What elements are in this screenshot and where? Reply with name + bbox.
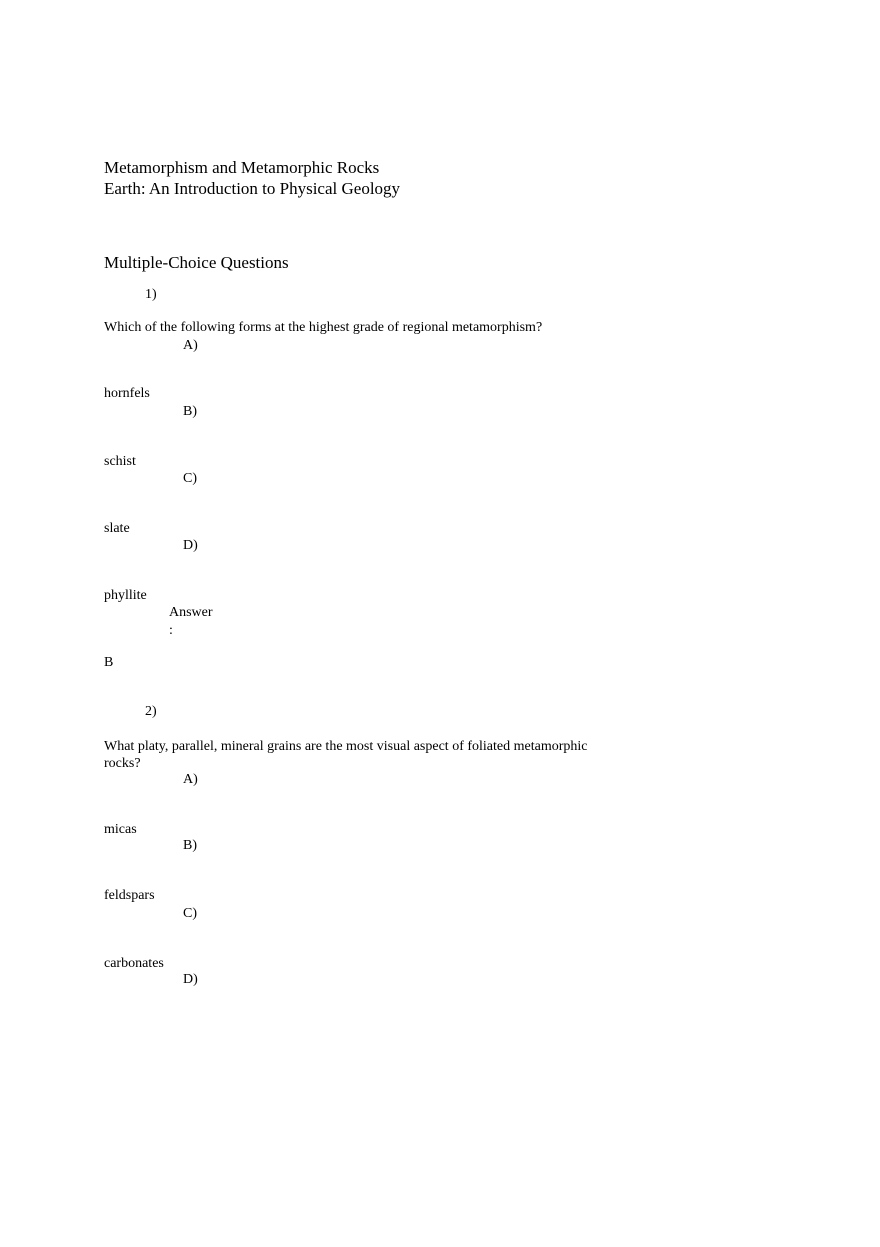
answer-label-colon: : — [169, 623, 173, 638]
question-number: 1) — [145, 287, 157, 302]
option-letter: C) — [183, 471, 197, 486]
document-title: Metamorphism and Metamorphic Rocks — [104, 158, 380, 177]
option-text: micas — [104, 822, 137, 837]
option-letter: D) — [183, 538, 198, 553]
question-text: What platy, parallel, mineral grains are the most visual aspect of foliated metamorphic rocks? — [104, 739, 588, 771]
question-text: Which of the following forms at the highest grade of regional metamorphism? — [104, 320, 543, 335]
answer-value: B — [104, 655, 114, 670]
section-heading: Multiple-Choice Questions — [104, 253, 289, 272]
option-letter: D) — [183, 972, 198, 987]
document-subtitle: Earth: An Introduction to Physical Geology — [104, 179, 401, 198]
option-letter: B) — [183, 404, 197, 419]
option-text: feldspars — [104, 888, 155, 903]
question-number: 2) — [145, 704, 157, 719]
option-letter: A) — [183, 772, 198, 787]
option-text: phyllite — [104, 588, 147, 603]
answer-label: Answer — [169, 605, 213, 620]
option-text: hornfels — [104, 386, 150, 401]
option-text: carbonates — [104, 956, 164, 971]
option-letter: A) — [183, 338, 198, 353]
option-letter: B) — [183, 838, 197, 853]
option-letter: C) — [183, 906, 197, 921]
option-text: schist — [104, 454, 136, 469]
option-text: slate — [104, 521, 130, 536]
